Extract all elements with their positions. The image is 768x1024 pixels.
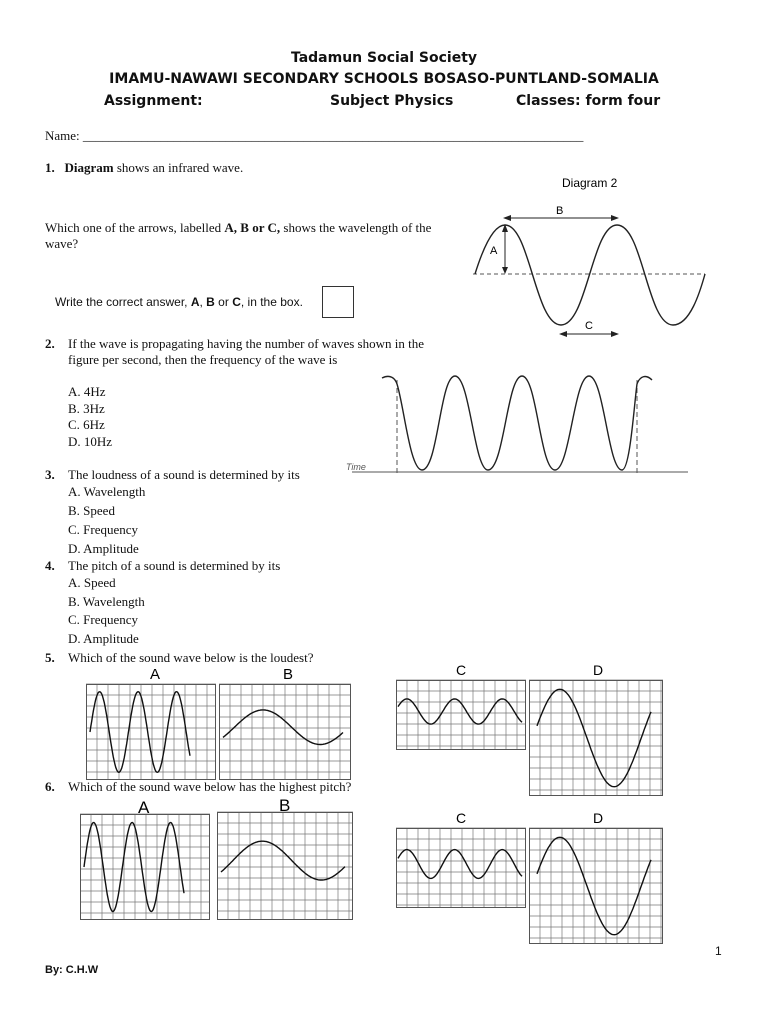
q3-option-d[interactable]: D. Amplitude [68,541,139,556]
name-line: _____________________________________________________________________________ [82,128,584,143]
q5-label-c: C [456,662,467,678]
q6-wave-panel-b[interactable] [217,794,353,920]
q5-wave-c [398,699,522,724]
q5-label-a: A [150,666,161,683]
q2-line2: figure per second, then the frequency of the wave is [68,352,338,367]
q5-wave-panel-c[interactable] [396,662,526,750]
q5-wave-panel-b[interactable] [219,666,351,780]
q1-text-line2: wave? [45,236,79,251]
q1-prompt-a: Write the correct answer, [55,295,191,309]
q6-wave-d [537,837,651,934]
q2-wave-curve [382,376,652,470]
q4-number: 4. [45,558,55,573]
q6-text: Which of the sound wave below has the highest pitch? [68,779,352,794]
q1-answer-box[interactable] [322,286,354,318]
org-title: Tadamun Social Society [290,50,478,66]
q2-axis-label: Time [346,462,366,472]
q4-text: The pitch of a sound is determined by its [68,558,281,573]
q6-label-b: B [279,796,291,815]
infrared-wave-curve [475,225,705,325]
q1-lead-text: shows an infrared wave. [113,160,244,175]
q1-prompt-B: B [206,295,215,309]
subject-label: Subject Physics [330,93,454,109]
name-field[interactable] [45,128,583,144]
q4-option-c[interactable]: C. Frequency [68,612,139,627]
q1-text-a: Which one of the arrows, labelled [45,220,225,235]
q5-number: 5. [45,650,55,665]
q3-option-c[interactable]: C. Frequency [68,522,139,537]
q2-line1: If the wave is propagating having the number of waves shown in the [68,336,424,351]
q5-wave-panel-d[interactable] [529,662,663,796]
q6-number: 6. [45,779,55,794]
q6-wave-panel-d[interactable] [529,810,663,944]
q2-option-c[interactable]: C. 6Hz [68,417,105,432]
question-3 [45,467,300,483]
assignment-label: Assignment: [104,93,203,109]
school-title: IMAMU-NAWAWI SECONDARY SCHOOLS BOSASO-PUNTLAND-SOMALIA [109,71,659,87]
q1-text-bold: A, B or C, [224,220,281,235]
q2-option-a[interactable]: A. 4Hz [68,384,106,399]
arrow-label-a: A [490,245,498,257]
q2-text [68,336,424,368]
q5-label-d: D [593,662,604,678]
q1-prompt-sep2: or [214,295,233,309]
q1-prompt-A: A [190,295,200,309]
q6-label-d: D [593,810,604,826]
q3-option-b[interactable]: B. Speed [68,503,115,518]
question-1 [45,160,243,176]
q6-label-a: A [138,798,150,817]
page-number: 1 [715,944,722,958]
classes-label: Classes: form four [516,93,661,109]
q1-prompt-sep1: , [199,295,207,309]
name-label: Name: [45,128,80,143]
q5-wave-d [537,689,651,786]
question-4 [45,558,281,574]
q2-option-b[interactable]: B. 3Hz [68,400,105,416]
question-2 [45,336,465,367]
q2-wave-diagram [342,366,694,482]
q6-wave-c [398,850,522,879]
q1-number: 1. [45,160,55,175]
q3-options [68,482,145,558]
author-credit: By: C.H.W [45,964,99,976]
arrow-label-c: C [585,320,593,332]
q4-option-a[interactable]: A. Speed [68,575,116,590]
q2-number: 2. [45,336,55,351]
q1-question-text [45,220,465,252]
question-6 [45,779,352,795]
q3-text: The loudness of a sound is determined by its [68,467,300,482]
q6-wave-panel-a[interactable] [80,796,210,920]
q1-lead-bold: Diagram [64,160,114,175]
q5-text: Which of the sound wave below is the loudest? [68,650,314,665]
arrow-label-b: B [556,205,564,217]
q4-options [68,574,145,648]
question-5 [45,650,314,666]
q6-wave-panel-c[interactable] [396,810,526,908]
diagram-2-title: Diagram 2 [562,176,618,190]
q4-option-b[interactable]: B. Wavelength [68,593,145,609]
q1-prompt-b: , in the box. [240,295,303,309]
q2-options [68,384,112,450]
q1-prompt-C: C [232,295,241,309]
q4-option-d[interactable]: D. Amplitude [68,630,139,646]
q3-number: 3. [45,467,55,482]
q5-wave-panel-a[interactable] [86,666,216,780]
q5-label-b: B [283,666,294,683]
diagram-2-infrared-wave [465,172,715,342]
q1-text-b: shows the wavelength of the [280,220,432,235]
q3-option-a[interactable]: A. Wavelength [68,484,146,499]
q1-box-prompt [55,295,303,309]
q2-option-d[interactable]: D. 10Hz [68,433,113,449]
q5-wave-a [90,692,190,773]
q6-label-c: C [456,810,467,826]
